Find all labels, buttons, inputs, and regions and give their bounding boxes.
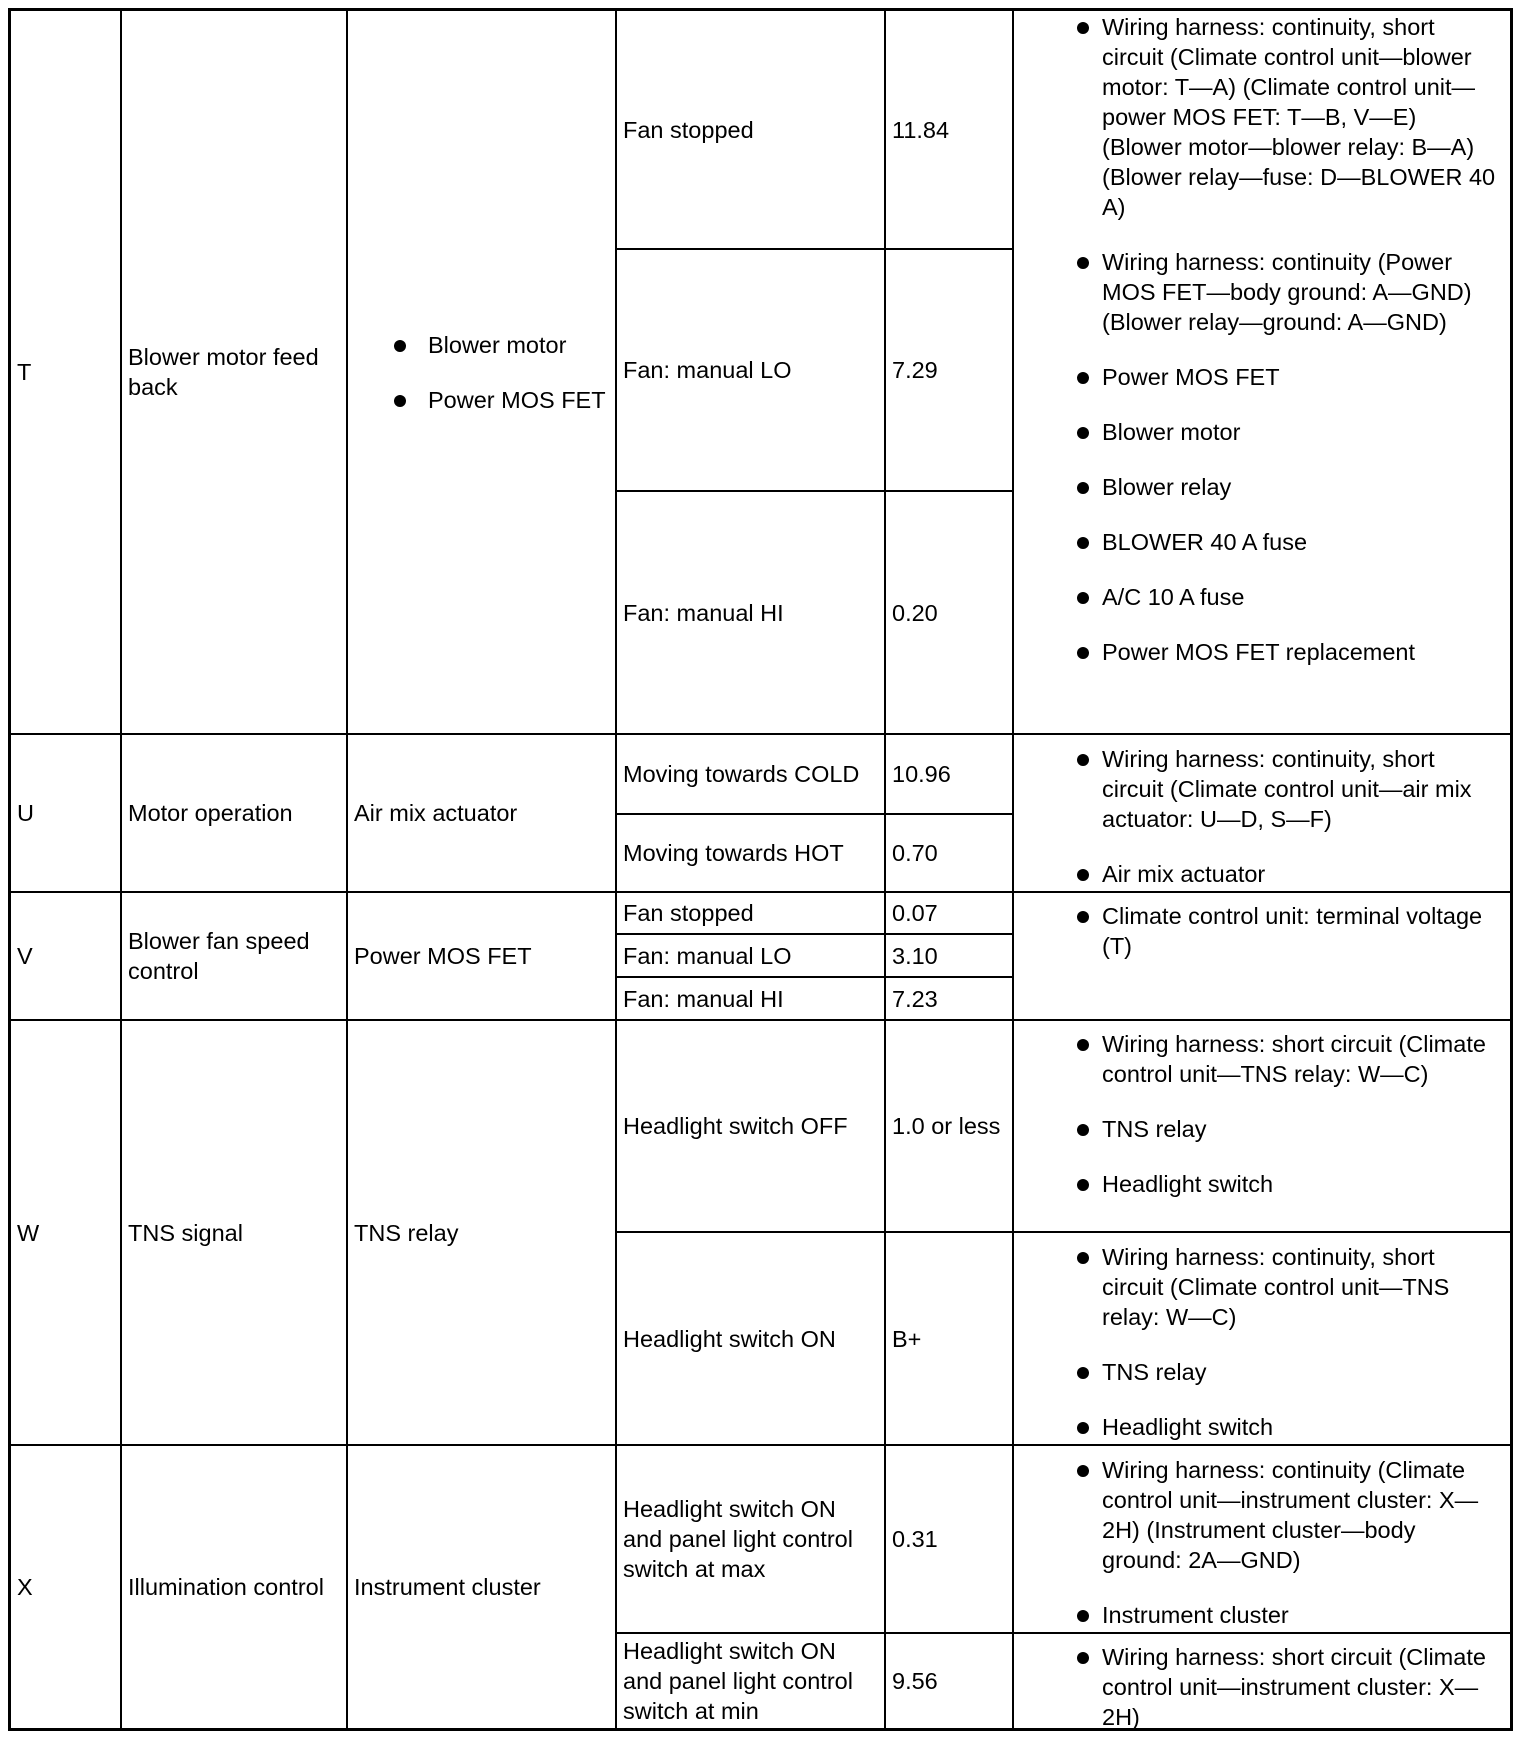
remedy-item: Wiring harness: continuity, short circuit (Climate control unit—TNS relay: W—C) [1067, 1242, 1499, 1332]
remedy-item: Power MOS FET replacement [1067, 637, 1499, 667]
terminal-cell [11, 1446, 120, 1728]
component-item: Blower motor [394, 330, 606, 360]
remedy-item: Wiring harness: short circuit (Climate control unit—instrument cluster: X—2H) [1067, 1642, 1499, 1732]
voltage-value: 9.56 [892, 1668, 938, 1694]
condition-label: Fan stopped [623, 900, 754, 926]
voltage-cell [886, 815, 1012, 891]
condition-cell [617, 893, 884, 933]
remedy-item: Blower motor [1067, 417, 1499, 447]
voltage-value: 0.31 [892, 1526, 938, 1552]
remedy-item: Wiring harness: short circuit (Climate control unit—TNS relay: W—C) [1067, 1029, 1499, 1089]
remedy-item: A/C 10 A fuse [1067, 582, 1499, 612]
voltage-value: 0.07 [892, 900, 938, 926]
voltage-cell [886, 1021, 1012, 1231]
condition-cell [617, 1021, 884, 1231]
item-cell [122, 893, 346, 1019]
condition-cell [617, 11, 884, 248]
component-label: TNS relay [354, 1219, 459, 1246]
remedy-list [1067, 1642, 1499, 1732]
condition-cell [617, 815, 884, 891]
voltage-value: 10.96 [892, 761, 951, 787]
remedy-item: Air mix actuator [1067, 859, 1499, 889]
component-label: Air mix actuator [354, 800, 518, 826]
voltage-cell [886, 893, 1012, 933]
remedy-cell [1015, 1029, 1505, 1199]
remedy-list [1067, 1455, 1499, 1630]
condition-label: Fan stopped [623, 116, 754, 143]
terminal-cell [11, 11, 120, 733]
remedy-list [1067, 12, 1499, 667]
condition-label: Fan: manual HI [623, 985, 784, 1012]
condition-cell [617, 978, 884, 1019]
component-item: Power MOS FET [394, 385, 606, 415]
remedy-list [1067, 744, 1499, 889]
voltage-cell [886, 1634, 1012, 1728]
condition-label: Headlight switch ON and panel light control switch at max [623, 1496, 853, 1582]
remedy-cell [1015, 1642, 1505, 1732]
voltage-cell [886, 1446, 1012, 1632]
condition-cell [617, 1233, 884, 1444]
component-cell [348, 1446, 615, 1728]
terminal-label: W [17, 1219, 40, 1246]
remedy-list [1067, 901, 1499, 961]
voltage-cell [886, 492, 1012, 733]
remedy-item: Wiring harness: continuity (Power MOS FET—body ground: A—GND) (Blower relay—ground: A—GND) [1067, 247, 1499, 337]
condition-label: Moving towards HOT [623, 840, 844, 866]
remedy-item: Wiring harness: continuity (Climate control unit—instrument cluster: X—2H) (Instrument cluster—body ground: 2A—GND) [1067, 1455, 1499, 1575]
condition-cell [617, 735, 884, 813]
remedy-cell [1015, 901, 1505, 961]
remedy-item: Instrument cluster [1067, 1600, 1499, 1630]
condition-label: Headlight switch ON and panel light control switch at min [623, 1638, 853, 1724]
remedy-cell [1015, 1242, 1505, 1442]
condition-label: Fan: manual LO [623, 357, 792, 383]
terminal-label: T [17, 359, 32, 385]
item-cell [122, 1021, 346, 1444]
component-label: Instrument cluster [354, 1574, 541, 1600]
voltage-cell [886, 935, 1012, 976]
voltage-value: B+ [892, 1325, 922, 1352]
terminal-cell [11, 1021, 120, 1444]
terminal-label: V [17, 943, 33, 969]
condition-label: Moving towards COLD [623, 761, 860, 787]
terminal-cell [11, 735, 120, 891]
remedy-list [1067, 1242, 1499, 1442]
component-cell [348, 893, 615, 1019]
voltage-cell [886, 11, 1012, 248]
remedy-cell [1015, 744, 1505, 889]
item-cell [122, 1446, 346, 1728]
voltage-cell [886, 735, 1012, 813]
condition-cell [617, 1446, 884, 1632]
remedy-item: Wiring harness: continuity, short circuit (Climate control unit—blower motor: T—A) (Climate control unit—power MOS FET: T—B, V—E) (Blower motor—blower relay: B—A) (Blower relay—fuse: D—BLOWER 40 A) [1067, 12, 1499, 222]
item-label: TNS signal [128, 1219, 243, 1246]
condition-cell [617, 1634, 884, 1728]
voltage-value: 11.84 [892, 116, 950, 143]
remedy-item: TNS relay [1067, 1114, 1499, 1144]
remedy-item: TNS relay [1067, 1357, 1499, 1387]
condition-label: Fan: manual HI [623, 599, 784, 626]
col-divider [1012, 8, 1014, 1731]
voltage-value: 0.20 [892, 599, 938, 626]
condition-cell [617, 935, 884, 976]
item-label: Illumination control [128, 1574, 324, 1600]
voltage-value: 3.10 [892, 942, 938, 969]
terminal-cell [11, 893, 120, 1019]
component-list [394, 330, 606, 415]
component-label: Power MOS FET [354, 943, 532, 969]
condition-label: Fan: manual LO [623, 942, 792, 969]
remedy-cell [1015, 1455, 1505, 1630]
voltage-cell [886, 978, 1012, 1019]
item-cell [122, 735, 346, 891]
condition-cell [617, 492, 884, 733]
component-cell [348, 1021, 615, 1444]
item-label: Blower fan speed control [128, 928, 310, 984]
remedy-item: Climate control unit: terminal voltage (T) [1067, 901, 1499, 961]
condition-cell [617, 250, 884, 490]
remedy-item: Blower relay [1067, 472, 1499, 502]
voltage-value: 1.0 or less [892, 1113, 1001, 1139]
voltage-cell [886, 1233, 1012, 1444]
remedy-item: Headlight switch [1067, 1412, 1499, 1442]
item-label: Motor operation [128, 800, 293, 826]
condition-label: Headlight switch ON [623, 1325, 836, 1352]
voltage-cell [886, 250, 1012, 490]
remedy-cell [1015, 12, 1505, 667]
voltage-value: 7.29 [892, 357, 938, 383]
remedy-item: Headlight switch [1067, 1169, 1499, 1199]
remedy-item: BLOWER 40 A fuse [1067, 527, 1499, 557]
voltage-value: 0.70 [892, 840, 938, 866]
components-cell [348, 11, 616, 733]
terminal-label: U [17, 800, 34, 826]
remedy-item: Wiring harness: continuity, short circuit (Climate control unit—air mix actuator: U—D, S—F) [1067, 744, 1499, 834]
item-label: Blower motor feed back [128, 344, 319, 400]
remedy-list [1067, 1029, 1499, 1199]
terminal-label: X [17, 1574, 33, 1600]
item-cell [122, 11, 346, 733]
component-cell [348, 735, 615, 891]
remedy-item: Power MOS FET [1067, 362, 1499, 392]
condition-label: Headlight switch OFF [623, 1113, 848, 1139]
voltage-value: 7.23 [892, 985, 938, 1012]
